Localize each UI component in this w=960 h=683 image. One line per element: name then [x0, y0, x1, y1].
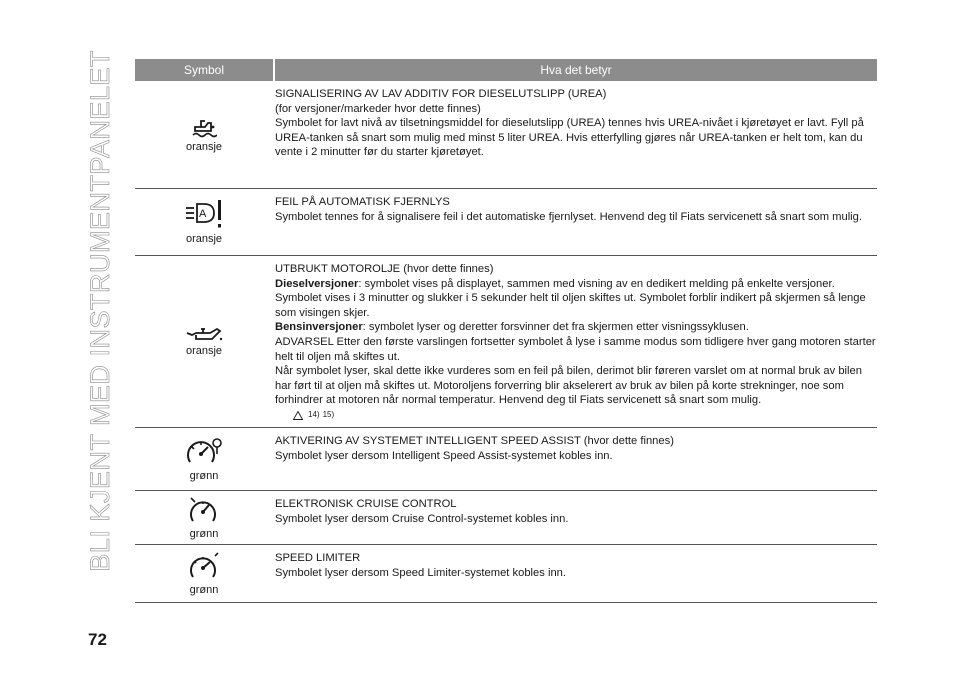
- meaning-cell: FEIL PÅ AUTOMATISK FJERNLYS Symbolet tennes for å signalisere feil i det automatiske fjernlyset. Henvend deg til Fiats servicenett så snart som mulig.: [275, 196, 862, 223]
- meaning-cell: AKTIVERING AV SYSTEMET INTELLIGENT SPEED ASSIST (hvor dette finnes) Symbolet lyser dersom Intelligent Speed Assist-systemet kobles inn.: [275, 435, 674, 462]
- intelligent-speed-assist-icon: [184, 436, 224, 468]
- warning-lights-table: [135, 59, 877, 603]
- symbol-cell: A oransje: [135, 189, 273, 255]
- warning-triangle-icon: [293, 411, 303, 420]
- oil-can-icon: [184, 327, 224, 343]
- meaning-cell: SIGNALISERING AV LAV ADDITIV FOR DIESELUTSLIPP (UREA) (for versjoner/markeder hvor dette finnes) Symbolet for lavt nivå av tilsetningsmiddel for dieselutslipp (UREA) tennes hvis UREA-nivået i kjøretøyet er lavt. Fyll på UREA-tanken så snart som mulig med minst 5 liter UREA. Hvis etterfylling gjøres når UREA-tanken er helt tom, kan du vente i 2 minutter før du starter kjøretøyet.: [275, 88, 864, 159]
- symbol-cell: oransje: [135, 256, 273, 427]
- table-row: [135, 491, 877, 545]
- header-meaning: Hva det betyr: [540, 63, 612, 77]
- symbol-cell: grønn: [135, 491, 273, 544]
- meaning-cell: ELEKTRONISK CRUISE CONTROL Symbolet lyser dersom Cruise Control-systemet kobles inn.: [275, 498, 569, 525]
- header-symbol: Symbol: [183, 63, 224, 77]
- headlight-auto-fault-icon: [184, 199, 224, 231]
- table-row: [135, 428, 877, 491]
- table-row: [135, 81, 877, 189]
- symbol-cell: grønn: [135, 545, 273, 602]
- table-row: [135, 256, 877, 428]
- references: 14) 15): [275, 408, 877, 423]
- chapter-side-title: BLI KJENT MED INSTRUMENTPANELET: [84, 50, 115, 572]
- table-row: [135, 189, 877, 256]
- meaning-cell: SPEED LIMITER Symbolet lyser dersom Speed Limiter-systemet kobles inn.: [275, 552, 566, 579]
- table-header: [135, 59, 877, 81]
- meaning-cell: UTBRUKT MOTOROLJE (hvor dette finnes) Dieselversjoner: symbolet vises på displayet, sammen med visning av en dedikert melding på enkelte versjoner. Symbolet vises i 3 minutter og slukker i 5 sekunder helt til oljen skiftes ut. Symbolet forblir indikert på skjermen så lenge som visingen skjer. Bensinversjoner: symbolet lyser og deretter forsvinner det fra skjermen etter visningssyklusen. ADVARSEL Etter den første varslingen fortsetter symbolet å lyse i samme modus som tidligere hver gang motoren starter helt til oljen må skiftes ut. Når symbolet lyser, skal dette ikke vurderes som en feil på bilen, derimot blir føreren varslet om at normal bruk av bilen har ført til at oljen må skiftes ut. Motoroljens forverring blir akselerert av bruk av bilen på korte strekninger, noe som forhindrer at motoren når normal temperatur. Henvend deg til Fiats servicenett så snart som mulig. 14) 15): [273, 256, 877, 427]
- urea-additive-icon: [191, 117, 217, 139]
- page-number: 72: [88, 630, 107, 649]
- table-row: [135, 545, 877, 603]
- speed-limiter-icon: [187, 552, 221, 582]
- symbol-cell: oransje: [135, 81, 273, 188]
- symbol-cell: grønn: [135, 428, 273, 490]
- svg-text:A: A: [199, 208, 207, 220]
- cruise-control-icon: [187, 496, 221, 526]
